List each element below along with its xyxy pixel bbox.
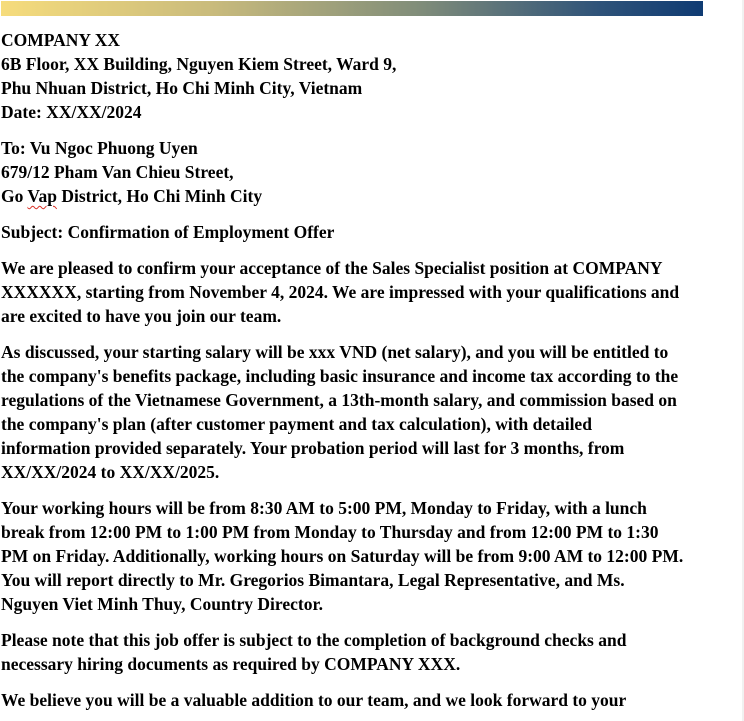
recipient-block: [1, 136, 706, 208]
paragraph-line: PM on Friday. Additionally, working hours on Saturday will be from 9:00 AM to 12:00 PM.: [1, 546, 684, 566]
paragraph-line: XX/XX/2024 to XX/XX/2025.: [1, 462, 220, 482]
sender-company: COMPANY XX: [1, 30, 121, 50]
paragraph-line: the company's plan (after customer payment and tax calculation), with detailed: [1, 414, 592, 434]
spellcheck-flagged-word[interactable]: Vap: [27, 186, 57, 206]
paragraph-line: break from 12:00 PM to 1:00 PM from Monday to Thursday and from 12:00 PM to 1:30: [1, 522, 659, 542]
subject-text: Subject: Confirmation of Employment Offer: [1, 222, 335, 242]
paragraph-line: We are pleased to confirm your acceptance of the Sales Specialist position at COMPANY: [1, 258, 663, 278]
paragraph-line: necessary hiring documents as required by COMPANY XXX.: [1, 654, 461, 674]
paragraph-line: the company's benefits package, including basic insurance and income tax according to the: [1, 366, 679, 386]
paragraph-salary: [1, 340, 706, 484]
paragraph-line: regulations of the Vietnamese Government, a 13th-month salary, and commission based on: [1, 390, 677, 410]
recipient-address-line2: [1, 184, 706, 208]
subject-line: [1, 220, 706, 244]
paragraph-line: You will report directly to Mr. Gregorios Bimantara, Legal Representative, and Ms.: [1, 570, 625, 590]
recipient-address-suffix: District, Ho Chi Minh City: [56, 186, 263, 206]
paragraph-line: Please note that this job offer is subject to the completion of background checks and: [1, 630, 627, 650]
sender-address-line2: Phu Nhuan District, Ho Chi Minh City, Vietnam: [1, 78, 363, 98]
paragraph-line: Your working hours will be from 8:30 AM to 5:00 PM, Monday to Friday, with a lunch: [1, 498, 647, 518]
header-accent-bar: [1, 1, 703, 16]
paragraph-line: are excited to have you join our team.: [1, 306, 282, 326]
recipient-name: To: Vu Ngoc Phuong Uyen: [1, 138, 198, 158]
paragraph-conditions: [1, 628, 706, 676]
paragraph-line: XXXXXX, starting from November 4, 2024. We are impressed with your qualifications and: [1, 282, 680, 302]
sender-address-line1: 6B Floor, XX Building, Nguyen Kiem Street, Ward 9,: [1, 54, 397, 74]
recipient-address-prefix: Go: [1, 186, 28, 206]
letter-date: Date: XX/XX/2024: [1, 102, 142, 122]
letter-body: [1, 28, 706, 721]
paragraph-closing: [1, 688, 706, 712]
paragraph-line: As discussed, your starting salary will be xxx VND (net salary), and you will be entitled to: [1, 342, 669, 362]
recipient-address-line1: 679/12 Pham Van Chieu Street,: [1, 162, 234, 182]
paragraph-line: information provided separately. Your probation period will last for 3 months, from: [1, 438, 625, 458]
paragraph-line: Nguyen Viet Minh Thuy, Country Director.: [1, 594, 323, 614]
sender-block: [1, 28, 706, 124]
paragraph-working-hours: [1, 496, 706, 616]
paragraph-acceptance: [1, 256, 706, 328]
paragraph-line: We believe you will be a valuable addition to our team, and we look forward to your: [1, 690, 627, 710]
